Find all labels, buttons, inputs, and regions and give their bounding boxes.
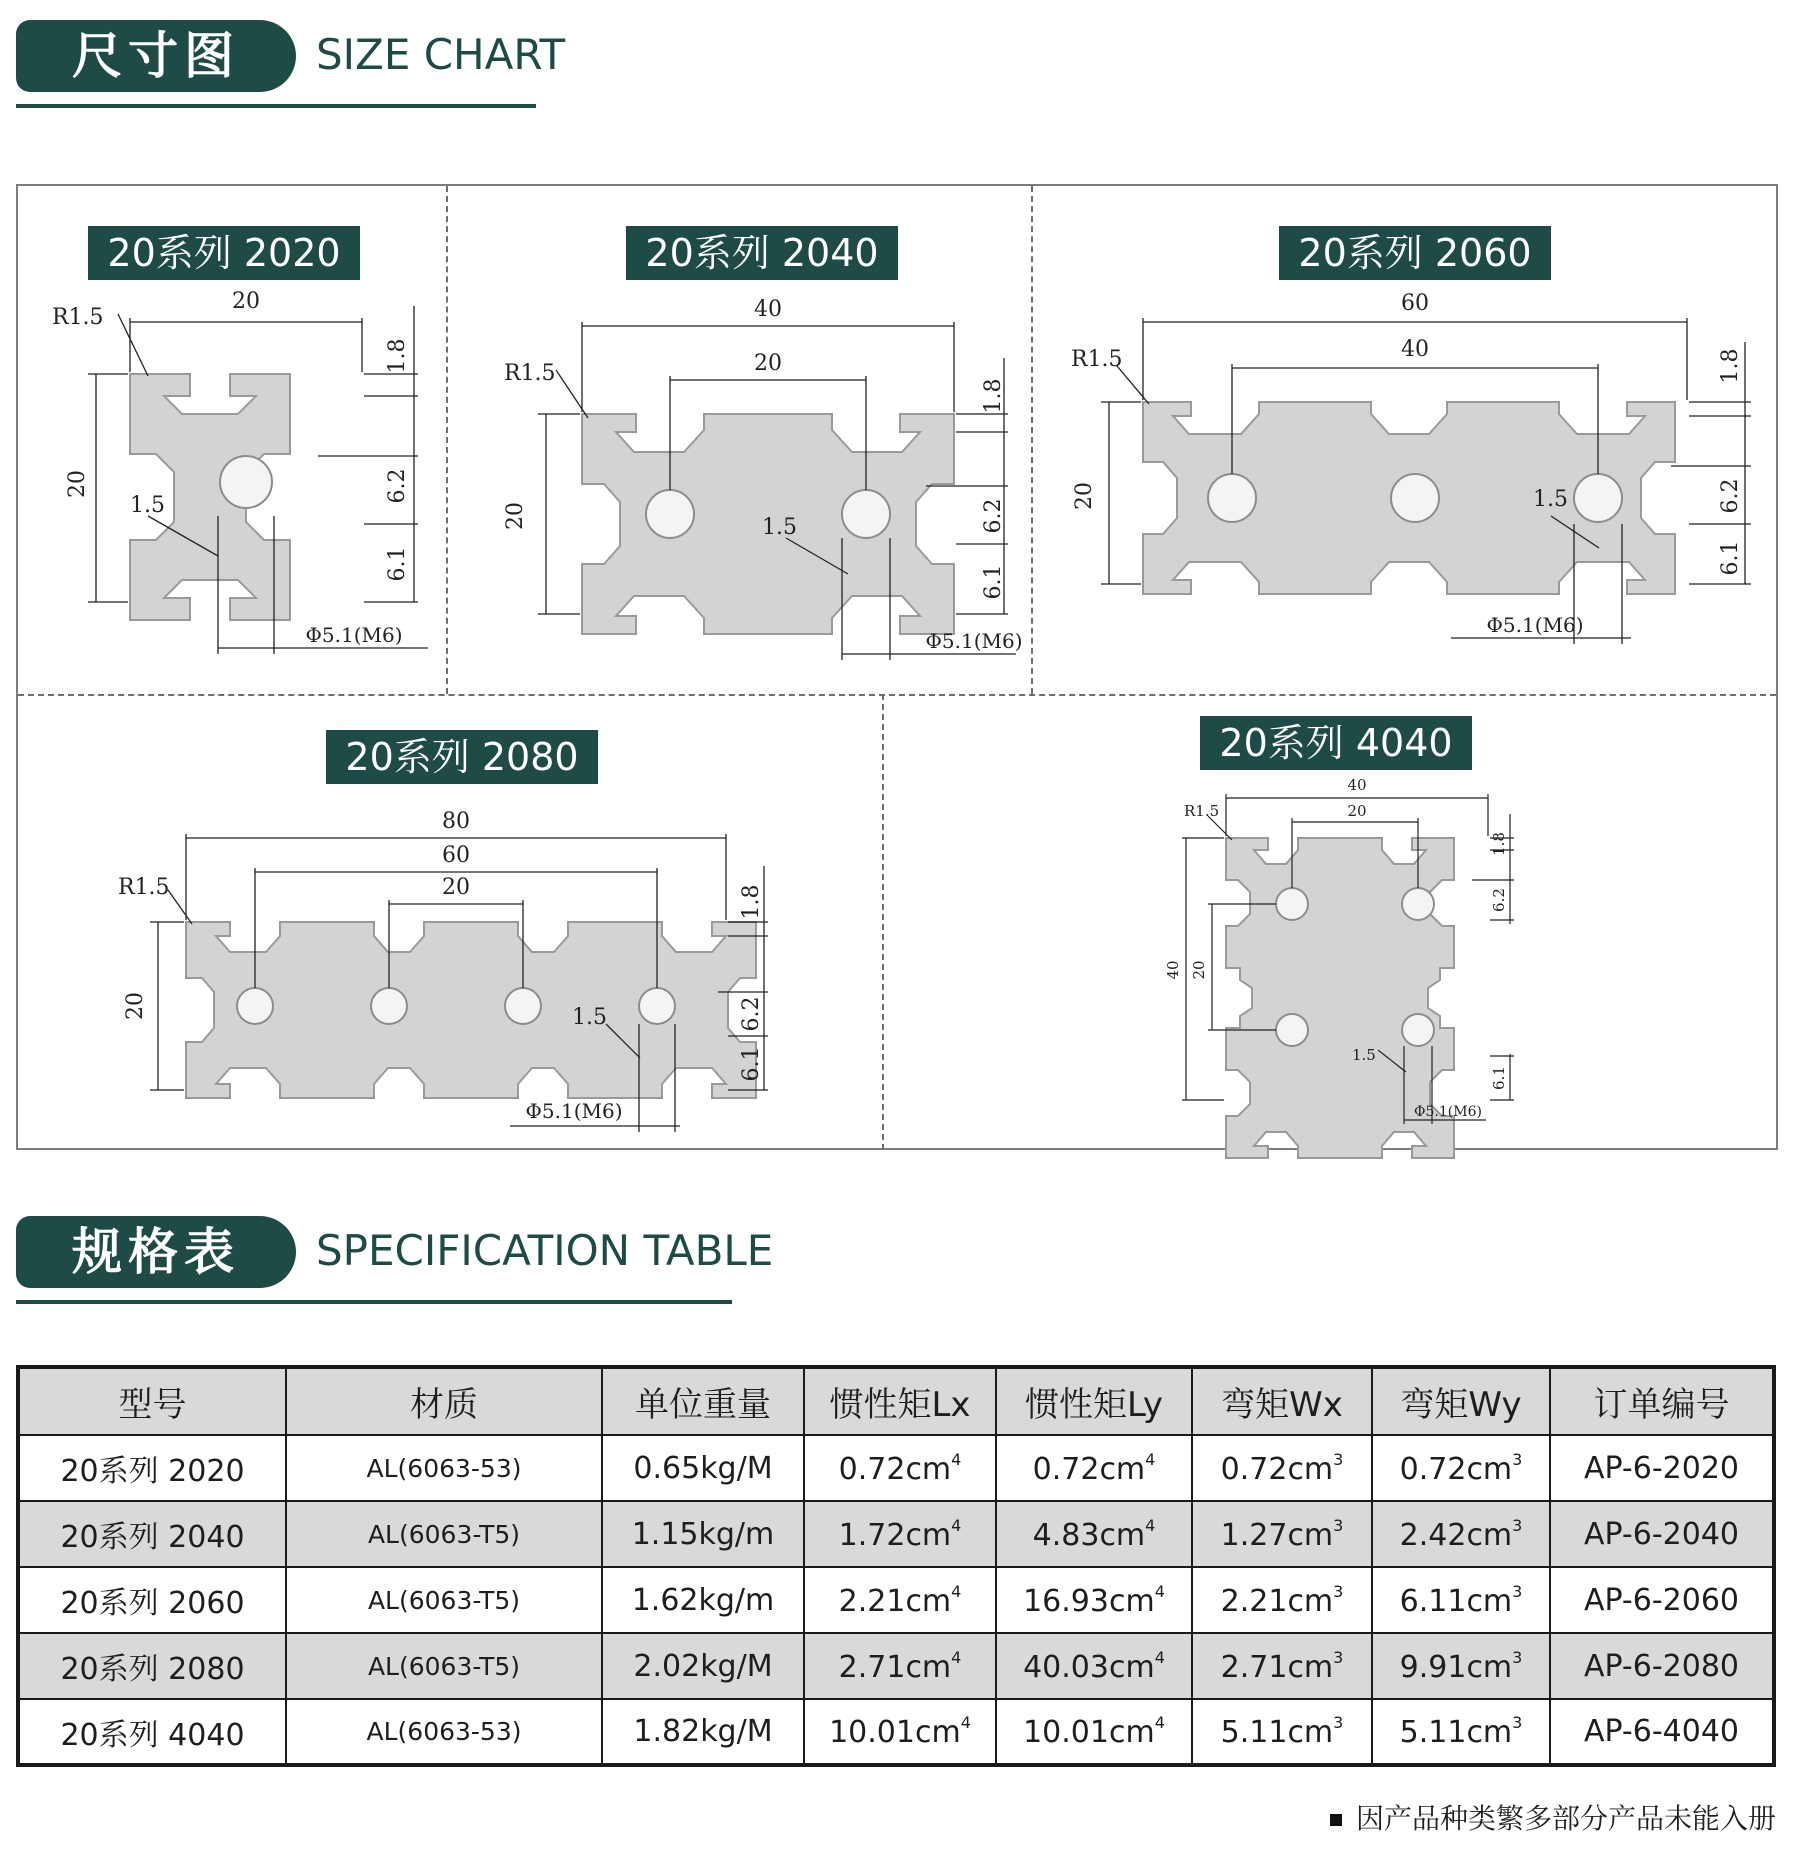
cell-ly: $0.72cm^4$ [996, 1435, 1192, 1501]
hole-2080-2 [371, 988, 407, 1024]
cell-material: AL(6063-53) [286, 1435, 602, 1501]
header-wx: 弯矩Wx [1192, 1367, 1372, 1435]
cell-ly: $4.83cm^4$ [996, 1501, 1192, 1567]
dim-pitch-2040: 20 [754, 351, 782, 376]
dim-pitch2-2080: 20 [442, 875, 470, 900]
dim-radius-2060: R1.5 [1071, 347, 1123, 372]
panel-4040 [882, 694, 1780, 1150]
bullet-square-icon [1330, 1814, 1342, 1826]
footnote [1330, 1797, 1776, 1837]
footnote-text: 因产品种类繁多部分产品未能入册 [1355, 1802, 1776, 1835]
cell-ly: $16.93cm^4$ [996, 1567, 1192, 1633]
dim-vpitch-4040: 20 [1190, 960, 1208, 980]
profile-drawing-2020 [18, 186, 446, 694]
cell-model: 20系列 2080 [18, 1633, 286, 1699]
dim-d2-4040: 6.2 [1490, 888, 1508, 912]
dim-d3-4040: 6.1 [1490, 1066, 1508, 1090]
dim-hole-2020: Φ5.1(M6) [305, 623, 403, 647]
cell-wx: $0.72cm^3$ [1192, 1435, 1372, 1501]
dim-hole-2060: Φ5.1(M6) [1486, 613, 1584, 637]
dim-d3-2060: 6.1 [1718, 540, 1743, 576]
cell-order: AP-6-2060 [1550, 1567, 1774, 1633]
hole-4040-1 [1276, 888, 1308, 920]
dim-hole-2080: Φ5.1(M6) [525, 1099, 623, 1123]
panel-2060 [1031, 186, 1780, 694]
spec-title-en: SPECIFICATION TABLE [316, 1226, 774, 1275]
dim-width-2040: 40 [754, 297, 782, 322]
dim-height-4040: 40 [1164, 960, 1182, 980]
dim-pitch-2080: 60 [442, 843, 470, 868]
table-row [18, 1567, 1774, 1633]
dim-wall-2060: 1.5 [1533, 487, 1568, 512]
hole-4040-3 [1276, 1014, 1308, 1046]
header-lx: 惯性矩Lx [804, 1367, 996, 1435]
dim-hole-2040: Φ5.1(M6) [925, 629, 1023, 653]
cell-wy: $6.11cm^3$ [1372, 1567, 1550, 1633]
dim-d1-4040: 1.8 [1490, 832, 1508, 856]
cell-wy: $0.72cm^3$ [1372, 1435, 1550, 1501]
panel-label-2040: 20系列 2040 [626, 226, 898, 280]
dim-wall-4040: 1.5 [1352, 1046, 1376, 1064]
dim-wall-2040: 1.5 [762, 515, 797, 540]
cell-wx: $2.71cm^3$ [1192, 1633, 1372, 1699]
hole-2080-1 [237, 988, 273, 1024]
size-chart-title-cn: 尺寸图 [16, 20, 296, 92]
profile-drawing-2040 [446, 186, 1031, 694]
dim-radius-4040: R1.5 [1184, 802, 1220, 820]
hole-2080-3 [505, 988, 541, 1024]
cell-weight: 1.82kg/M [602, 1699, 804, 1765]
cell-wy: $2.42cm^3$ [1372, 1501, 1550, 1567]
cell-weight: 1.62kg/m [602, 1567, 804, 1633]
dim-d1-2080: 1.8 [739, 884, 764, 920]
dim-height-2080: 20 [123, 992, 148, 1020]
dim-wall-2080: 1.5 [572, 1005, 607, 1030]
cell-order: AP-6-2020 [1550, 1435, 1774, 1501]
dim-d3-2040: 6.1 [981, 564, 1006, 600]
cell-model: 20系列 2020 [18, 1435, 286, 1501]
profile-drawing-4040 [882, 694, 1780, 1150]
profile-drawing-2080 [18, 694, 882, 1150]
profile-drawing-2060 [1031, 186, 1780, 694]
header-weight: 单位重量 [602, 1367, 804, 1435]
table-header-row [18, 1367, 1774, 1435]
cell-weight: 2.02kg/M [602, 1633, 804, 1699]
header-order: 订单编号 [1550, 1367, 1774, 1435]
dim-d2-2020: 6.2 [385, 468, 410, 504]
hole-4040-4 [1402, 1014, 1434, 1046]
cell-order: AP-6-2080 [1550, 1633, 1774, 1699]
cell-material: AL(6063-T5) [286, 1633, 602, 1699]
cell-lx: $0.72cm^4$ [804, 1435, 996, 1501]
dim-d2-2080: 6.2 [739, 996, 764, 1032]
panel-label-2060: 20系列 2060 [1279, 226, 1551, 280]
size-chart-box [16, 184, 1778, 1150]
header-material: 材质 [286, 1367, 602, 1435]
hole-2020 [220, 456, 272, 508]
cell-material: AL(6063-T5) [286, 1567, 602, 1633]
hole-2060-1 [1208, 474, 1256, 522]
dim-width-2020: 20 [232, 289, 260, 314]
size-chart-underline [16, 104, 536, 108]
dim-height-2040: 20 [503, 502, 528, 530]
panel-label-2080: 20系列 2080 [326, 730, 598, 784]
size-chart-title-en: SIZE CHART [316, 30, 566, 79]
table-row [18, 1435, 1774, 1501]
dim-width-4040: 40 [1347, 776, 1367, 794]
cell-lx: $2.71cm^4$ [804, 1633, 996, 1699]
hole-4040-2 [1402, 888, 1434, 920]
dim-d2-2040: 6.2 [981, 498, 1006, 534]
table-row [18, 1699, 1774, 1765]
table-row [18, 1633, 1774, 1699]
cell-lx: $1.72cm^4$ [804, 1501, 996, 1567]
hole-2080-4 [639, 988, 675, 1024]
panel-2040 [446, 186, 1031, 694]
cell-model: 20系列 2060 [18, 1567, 286, 1633]
dim-wall-2020: 1.5 [130, 493, 165, 518]
cell-weight: 1.15kg/m [602, 1501, 804, 1567]
dim-radius-2040: R1.5 [504, 361, 556, 386]
dim-pitch-2060: 40 [1401, 337, 1429, 362]
header-wy: 弯矩Wy [1372, 1367, 1550, 1435]
dim-d3-2080: 6.1 [739, 1046, 764, 1082]
spec-table [16, 1365, 1776, 1767]
header-ly: 惯性矩Ly [996, 1367, 1192, 1435]
header-model: 型号 [18, 1367, 286, 1435]
dim-width-2060: 60 [1401, 291, 1429, 316]
dim-d3-2020: 6.1 [385, 546, 410, 582]
panel-2020 [18, 186, 446, 694]
cell-order: AP-6-2040 [1550, 1501, 1774, 1567]
cell-lx: $10.01cm^4$ [804, 1699, 996, 1765]
table-row [18, 1501, 1774, 1567]
dim-height-2020: 20 [65, 470, 90, 498]
cell-wy: $9.91cm^3$ [1372, 1633, 1550, 1699]
cell-weight: 0.65kg/M [602, 1435, 804, 1501]
cell-order: AP-6-4040 [1550, 1699, 1774, 1765]
cell-ly: $40.03cm^4$ [996, 1633, 1192, 1699]
dim-d1-2020: 1.8 [385, 338, 410, 374]
cell-wx: $2.21cm^3$ [1192, 1567, 1372, 1633]
cell-wx: $5.11cm^3$ [1192, 1699, 1372, 1765]
dim-d1-2040: 1.8 [981, 378, 1006, 414]
cell-wx: $1.27cm^3$ [1192, 1501, 1372, 1567]
cell-model: 20系列 4040 [18, 1699, 286, 1765]
hole-2040-left [646, 490, 694, 538]
dim-d2-2060: 6.2 [1718, 478, 1743, 514]
panel-2080 [18, 694, 882, 1150]
panel-label-4040: 20系列 4040 [1200, 716, 1472, 770]
cell-material: AL(6063-T5) [286, 1501, 602, 1567]
dim-width-2080: 80 [442, 809, 470, 834]
hole-2060-2 [1391, 474, 1439, 522]
hole-2040-right [842, 490, 890, 538]
cell-lx: $2.21cm^4$ [804, 1567, 996, 1633]
spec-underline [16, 1300, 732, 1304]
hole-2060-3 [1574, 474, 1622, 522]
cell-model: 20系列 2040 [18, 1501, 286, 1567]
panel-label-2020: 20系列 2020 [88, 226, 360, 280]
cell-wy: $5.11cm^3$ [1372, 1699, 1550, 1765]
cell-material: AL(6063-53) [286, 1699, 602, 1765]
spec-title-cn: 规格表 [16, 1216, 296, 1288]
cell-ly: $10.01cm^4$ [996, 1699, 1192, 1765]
dim-radius-2020: R1.5 [52, 305, 104, 330]
dim-hole-4040: Φ5.1(M6) [1414, 1104, 1482, 1120]
dim-d1-2060: 1.8 [1718, 348, 1743, 384]
dim-radius-2080: R1.5 [118, 875, 170, 900]
dim-height-2060: 20 [1072, 482, 1097, 510]
dim-pitch-4040: 20 [1347, 802, 1367, 820]
